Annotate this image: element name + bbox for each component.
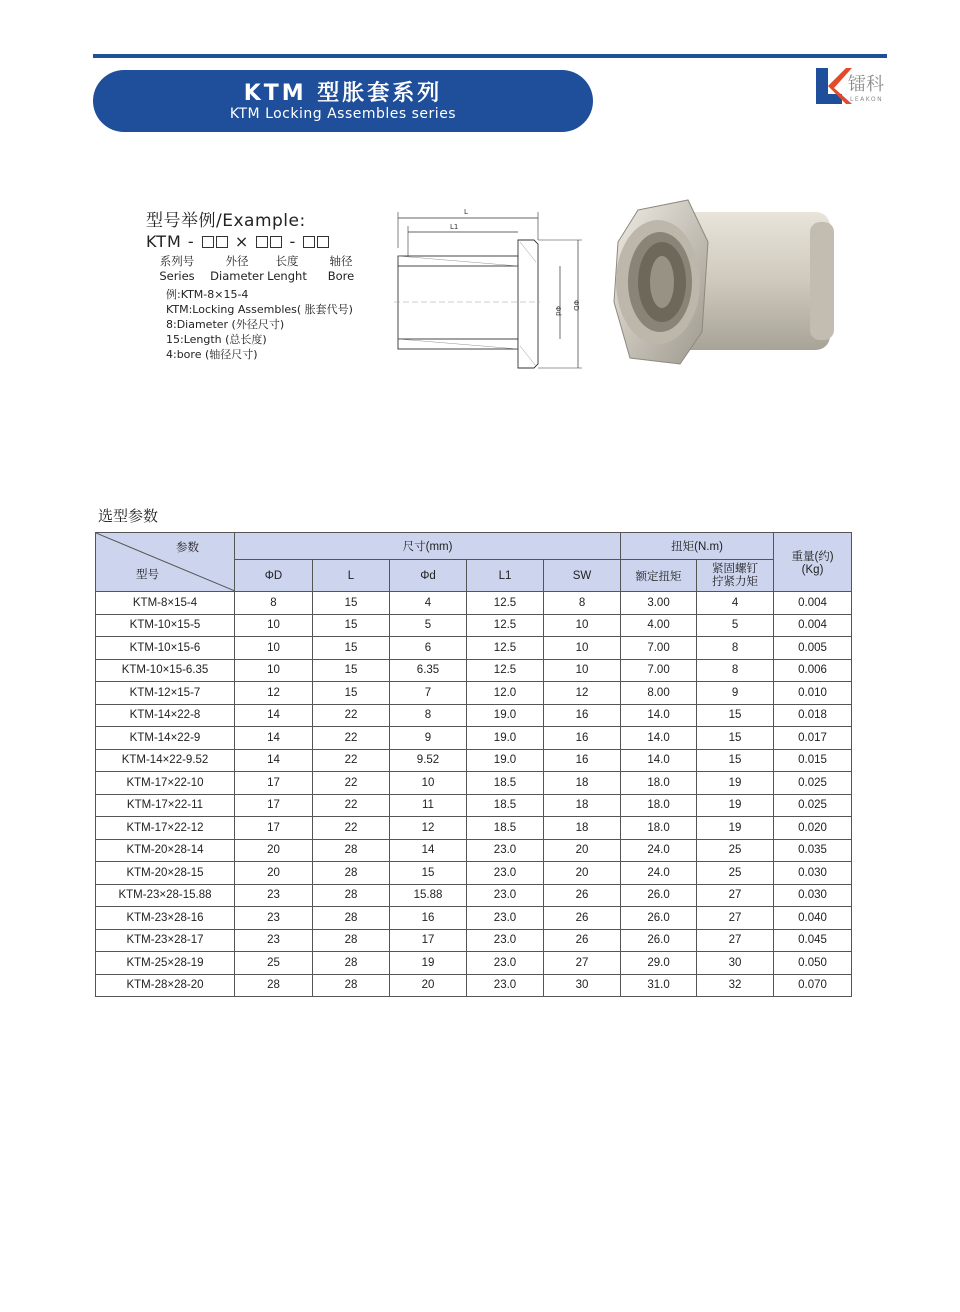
table-cell: 26.0 <box>621 907 697 930</box>
size-group-header: 尺寸(mm) <box>235 533 621 560</box>
table-cell: 0.015 <box>774 749 852 772</box>
table-cell: 18.0 <box>621 794 697 817</box>
table-row <box>96 592 852 615</box>
example-title: 型号举例/Example: <box>146 211 306 231</box>
table-cell: 23.0 <box>467 952 544 975</box>
table-cell: 9.52 <box>390 749 467 772</box>
page-title: KTM 型胀套系列 <box>243 81 443 106</box>
table-cell: 0.010 <box>774 682 852 705</box>
table-cell: 10 <box>544 659 621 682</box>
table-cell: 0.004 <box>774 614 852 637</box>
model-cell: KTM-20×28-14 <box>96 839 235 862</box>
table-row <box>96 704 852 727</box>
table-cell: 4 <box>390 592 467 615</box>
table-cell: 5 <box>697 614 774 637</box>
table-cell: 0.070 <box>774 974 852 997</box>
table-row <box>96 884 852 907</box>
table-cell: 18.5 <box>467 794 544 817</box>
dim-L1: L1 <box>450 223 459 231</box>
table-cell: 15 <box>313 592 390 615</box>
table-cell: 28 <box>313 907 390 930</box>
col-phi-d: Φd <box>390 560 467 592</box>
table-cell: 20 <box>544 839 621 862</box>
table-cell: 28 <box>313 929 390 952</box>
table-cell: 5 <box>390 614 467 637</box>
table-cell: 14.0 <box>621 704 697 727</box>
table-cell: 26.0 <box>621 884 697 907</box>
model-cell: KTM-10×15-6.35 <box>96 659 235 682</box>
code-box <box>256 236 268 248</box>
table-cell: 19.0 <box>467 727 544 750</box>
table-cell: 15.88 <box>390 884 467 907</box>
table-cell: 12.5 <box>467 659 544 682</box>
param-model-header <box>96 533 235 592</box>
table-cell: 24.0 <box>621 839 697 862</box>
model-cell: KTM-10×15-6 <box>96 637 235 660</box>
table-cell: 23.0 <box>467 907 544 930</box>
table-cell: 19 <box>697 817 774 840</box>
table-cell: 16 <box>390 907 467 930</box>
table-row <box>96 772 852 795</box>
table-cell: 10 <box>544 637 621 660</box>
section-title: 选型参数 <box>98 507 159 525</box>
label-series: 系列号 Series <box>159 254 195 283</box>
title-banner <box>93 70 593 132</box>
table-cell: 22 <box>313 749 390 772</box>
model-header-label: 型号 <box>136 569 159 581</box>
table-cell: 30 <box>697 952 774 975</box>
table-cell: 15 <box>313 637 390 660</box>
col-phi-D: ΦD <box>235 560 313 592</box>
table-cell: 18 <box>544 772 621 795</box>
table-cell: 18.5 <box>467 817 544 840</box>
model-cell: KTM-14×22-9 <box>96 727 235 750</box>
table-cell: 10 <box>390 772 467 795</box>
page-subtitle: KTM Locking Assembles series <box>229 106 457 122</box>
table-cell: 12 <box>544 682 621 705</box>
table-cell: 28 <box>313 952 390 975</box>
table-cell: 20 <box>544 862 621 885</box>
table-cell: 6.35 <box>390 659 467 682</box>
table-row <box>96 974 852 997</box>
model-cell: KTM-14×22-9.52 <box>96 749 235 772</box>
table-cell: 25 <box>697 862 774 885</box>
table-row <box>96 682 852 705</box>
table-cell: 22 <box>313 727 390 750</box>
table-row <box>96 952 852 975</box>
table-cell: 31.0 <box>621 974 697 997</box>
table-cell: 0.030 <box>774 884 852 907</box>
code-times: × <box>234 232 250 251</box>
code-box <box>317 236 329 248</box>
model-cell: KTM-12×15-7 <box>96 682 235 705</box>
table-cell: 32 <box>697 974 774 997</box>
table-cell: 19 <box>390 952 467 975</box>
table-cell: 29.0 <box>621 952 697 975</box>
table-cell: 14.0 <box>621 727 697 750</box>
table-cell: 23 <box>235 929 313 952</box>
table-cell: 3.00 <box>621 592 697 615</box>
model-cell: KTM-17×22-11 <box>96 794 235 817</box>
dim-phi-d: Φd <box>554 306 562 316</box>
table-cell: 17 <box>235 817 313 840</box>
model-cell: KTM-17×22-12 <box>96 817 235 840</box>
table-cell: 12 <box>390 817 467 840</box>
table-cell: 28 <box>313 862 390 885</box>
code-dash: - <box>289 232 297 251</box>
code-box <box>216 236 228 248</box>
table-cell: 15 <box>390 862 467 885</box>
table-cell: 11 <box>390 794 467 817</box>
table-cell: 22 <box>313 794 390 817</box>
technical-drawing <box>388 200 588 375</box>
label-diameter: 外径 Diameter <box>210 254 264 283</box>
table-cell: 0.035 <box>774 839 852 862</box>
table-cell: 23.0 <box>467 929 544 952</box>
table-cell: 10 <box>544 614 621 637</box>
table-row <box>96 749 852 772</box>
table-cell: 7.00 <box>621 659 697 682</box>
table-cell: 23 <box>235 884 313 907</box>
table-cell: 18.0 <box>621 817 697 840</box>
model-cell: KTM-23×28-15.88 <box>96 884 235 907</box>
table-cell: 26.0 <box>621 929 697 952</box>
table-cell: 20 <box>235 839 313 862</box>
table-cell: 19 <box>697 794 774 817</box>
table-row <box>96 614 852 637</box>
table-cell: 22 <box>313 772 390 795</box>
table-cell: 28 <box>313 884 390 907</box>
col-screw-torque: 紧固螺钉 拧紧力矩 <box>697 560 774 592</box>
table-cell: 19.0 <box>467 704 544 727</box>
table-cell: 12.5 <box>467 614 544 637</box>
brand-logo <box>812 64 892 112</box>
model-cell: KTM-28×28-20 <box>96 974 235 997</box>
code-prefix: KTM - <box>146 232 195 251</box>
top-rule <box>93 54 887 58</box>
table-cell: 18 <box>544 794 621 817</box>
table-row <box>96 929 852 952</box>
table-cell: 19 <box>697 772 774 795</box>
table-cell: 0.040 <box>774 907 852 930</box>
table-cell: 0.017 <box>774 727 852 750</box>
table-cell: 15 <box>697 704 774 727</box>
label-length: 长度 Lenght <box>267 254 307 283</box>
col-L1: L1 <box>467 560 544 592</box>
table-cell: 14.0 <box>621 749 697 772</box>
table-cell: 28 <box>235 974 313 997</box>
table-cell: 8.00 <box>621 682 697 705</box>
logo-mark-icon <box>812 64 852 110</box>
table-cell: 0.006 <box>774 659 852 682</box>
torque-group-header: 扭矩(N.m) <box>621 533 774 560</box>
table-cell: 12.5 <box>467 637 544 660</box>
model-cell: KTM-8×15-4 <box>96 592 235 615</box>
table-cell: 4.00 <box>621 614 697 637</box>
table-cell: 14 <box>390 839 467 862</box>
table-cell: 0.005 <box>774 637 852 660</box>
table-cell: 17 <box>235 794 313 817</box>
table-cell: 8 <box>544 592 621 615</box>
table-cell: 8 <box>390 704 467 727</box>
label-bore: 轴径 Bore <box>327 254 355 283</box>
table-cell: 8 <box>697 637 774 660</box>
table-cell: 22 <box>313 704 390 727</box>
col-L: L <box>313 560 390 592</box>
logo-text: 镭科 <box>848 74 884 95</box>
table-cell: 28 <box>313 974 390 997</box>
table-cell: 25 <box>235 952 313 975</box>
table-cell: 26 <box>544 929 621 952</box>
model-cell: KTM-20×28-15 <box>96 862 235 885</box>
dim-L: L <box>464 208 468 216</box>
table-cell: 15 <box>313 682 390 705</box>
table-cell: 14 <box>235 727 313 750</box>
table-cell: 22 <box>313 817 390 840</box>
table-cell: 20 <box>390 974 467 997</box>
param-header-label: 参数 <box>176 542 199 554</box>
table-cell: 15 <box>697 749 774 772</box>
table-row <box>96 659 852 682</box>
table-cell: 23.0 <box>467 974 544 997</box>
table-row <box>96 839 852 862</box>
example-explanation: 例:KTM-8×15-4 KTM:Locking Assembles( 胀套代号) 8:Diameter (外径尺寸) 15:Length (总长度) 4:bore (轴径尺寸) <box>166 288 353 361</box>
table-cell: 18.0 <box>621 772 697 795</box>
table-cell: 16 <box>544 749 621 772</box>
table-cell: 9 <box>697 682 774 705</box>
table-cell: 26 <box>544 884 621 907</box>
dim-phi-D: ΦD <box>572 300 580 311</box>
table-row <box>96 727 852 750</box>
table-cell: 0.050 <box>774 952 852 975</box>
table-cell: 20 <box>235 862 313 885</box>
table-cell: 14 <box>235 749 313 772</box>
col-rated-torque: 额定扭矩 <box>621 560 697 592</box>
spec-table <box>95 532 852 997</box>
model-cell: KTM-23×28-17 <box>96 929 235 952</box>
table-cell: 23.0 <box>467 862 544 885</box>
table-cell: 18.5 <box>467 772 544 795</box>
table-cell: 10 <box>235 614 313 637</box>
logo-subtext: LEAKON <box>850 96 884 103</box>
diagonal-divider <box>96 533 235 591</box>
table-cell: 26 <box>544 907 621 930</box>
table-cell: 0.020 <box>774 817 852 840</box>
code-box <box>270 236 282 248</box>
example-code <box>146 232 330 251</box>
table-cell: 30 <box>544 974 621 997</box>
table-cell: 0.025 <box>774 794 852 817</box>
table-cell: 8 <box>697 659 774 682</box>
table-cell: 25 <box>697 839 774 862</box>
table-row <box>96 817 852 840</box>
model-cell: KTM-14×22-8 <box>96 704 235 727</box>
table-cell: 12.5 <box>467 592 544 615</box>
model-cell: KTM-17×22-10 <box>96 772 235 795</box>
table-cell: 18 <box>544 817 621 840</box>
product-photo <box>600 182 850 382</box>
table-cell: 17 <box>235 772 313 795</box>
table-cell: 15 <box>697 727 774 750</box>
table-cell: 15 <box>313 659 390 682</box>
table-row <box>96 862 852 885</box>
code-box <box>303 236 315 248</box>
table-cell: 12 <box>235 682 313 705</box>
table-row <box>96 637 852 660</box>
table-cell: 17 <box>390 929 467 952</box>
table-cell: 9 <box>390 727 467 750</box>
table-cell: 10 <box>235 659 313 682</box>
model-cell: KTM-25×28-19 <box>96 952 235 975</box>
model-cell: KTM-23×28-16 <box>96 907 235 930</box>
table-cell: 23 <box>235 907 313 930</box>
table-row <box>96 907 852 930</box>
table-cell: 0.045 <box>774 929 852 952</box>
table-cell: 23.0 <box>467 839 544 862</box>
table-cell: 16 <box>544 727 621 750</box>
table-cell: 15 <box>313 614 390 637</box>
table-cell: 24.0 <box>621 862 697 885</box>
table-cell: 23.0 <box>467 884 544 907</box>
table-cell: 12.0 <box>467 682 544 705</box>
table-body <box>96 592 852 997</box>
model-cell: KTM-10×15-5 <box>96 614 235 637</box>
table-cell: 0.025 <box>774 772 852 795</box>
table-cell: 27 <box>697 907 774 930</box>
table-cell: 8 <box>235 592 313 615</box>
table-cell: 7 <box>390 682 467 705</box>
table-cell: 6 <box>390 637 467 660</box>
weight-header: 重量(约) (Kg) <box>774 533 852 592</box>
table-cell: 14 <box>235 704 313 727</box>
table-cell: 0.030 <box>774 862 852 885</box>
table-cell: 7.00 <box>621 637 697 660</box>
table-row <box>96 794 852 817</box>
col-SW: SW <box>544 560 621 592</box>
code-box <box>202 236 214 248</box>
table-cell: 16 <box>544 704 621 727</box>
table-cell: 4 <box>697 592 774 615</box>
table-cell: 10 <box>235 637 313 660</box>
table-cell: 0.004 <box>774 592 852 615</box>
table-cell: 0.018 <box>774 704 852 727</box>
table-cell: 27 <box>544 952 621 975</box>
table-cell: 28 <box>313 839 390 862</box>
table-cell: 19.0 <box>467 749 544 772</box>
table-cell: 27 <box>697 884 774 907</box>
table-cell: 27 <box>697 929 774 952</box>
